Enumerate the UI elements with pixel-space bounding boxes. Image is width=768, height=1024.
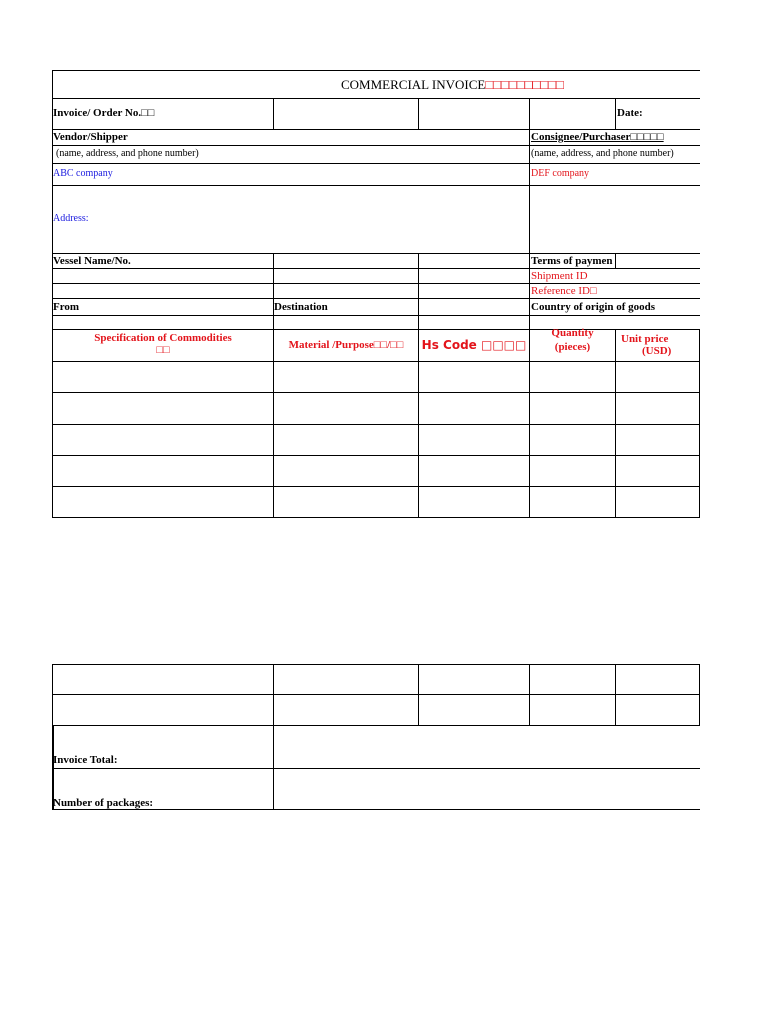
vendor-name[interactable]: ABC company xyxy=(53,168,113,179)
invoice-order-label-cjk: □□ xyxy=(141,107,155,119)
invoice-order-label-text: Invoice/ Order No. xyxy=(53,107,142,119)
vendor-address-label: Address: xyxy=(53,213,89,224)
invoice-title-cjk: □□□□□□□□□□ xyxy=(485,77,564,92)
invoice-order-field[interactable] xyxy=(274,99,418,129)
col-header-unit-price-line1: Unit price xyxy=(621,333,669,345)
vendor-address-field[interactable] xyxy=(53,186,529,253)
invoice-total-field[interactable] xyxy=(274,726,700,768)
table-row[interactable] xyxy=(53,362,699,392)
reference-id-cjk: □ xyxy=(589,285,597,297)
date-field[interactable] xyxy=(648,99,700,129)
col-header-quantity xyxy=(530,328,615,353)
reference-id-text: Reference ID xyxy=(531,285,590,297)
consignee-header-cjk: □□□□□ xyxy=(630,131,664,143)
consignee-hint: (name, address, and phone number) xyxy=(531,148,674,159)
number-of-packages-label: Number of packages: xyxy=(53,797,154,809)
col-header-unit-price xyxy=(621,334,671,357)
table-row[interactable] xyxy=(53,425,699,455)
table-row[interactable] xyxy=(53,393,699,424)
reference-id-label xyxy=(531,286,597,297)
consignee-name[interactable]: DEF company xyxy=(531,168,590,179)
country-of-origin-label: Country of origin of goods xyxy=(531,301,656,313)
col-header-material: Material /Purpose□□/□□ xyxy=(288,339,404,351)
col-header-specification-line1: Specification of Commodities xyxy=(94,332,232,344)
number-of-packages-field[interactable] xyxy=(274,769,700,809)
col-header-unit-price-line2: (USD) xyxy=(642,345,672,357)
terms-of-payment-label: Terms of paymen xyxy=(531,256,613,267)
vendor-hint: (name, address, and phone number) xyxy=(56,148,199,159)
consignee-header xyxy=(531,132,664,143)
invoice-title-text: COMMERCIAL INVOICE xyxy=(341,77,486,92)
invoice-title xyxy=(341,78,564,91)
shipment-id-label: Shipment ID xyxy=(531,270,588,282)
col-header-specification-line2: □□ xyxy=(156,344,170,356)
col-header-hs-code: Hs Code □□□□ xyxy=(421,338,527,352)
vessel-label: Vessel Name/No. xyxy=(53,255,131,267)
summary-row[interactable] xyxy=(53,695,699,725)
summary-row[interactable] xyxy=(53,665,699,694)
invoice-order-label xyxy=(53,108,154,119)
vendor-header: Vendor/Shipper xyxy=(53,131,128,143)
destination-label: Destination xyxy=(274,301,328,313)
table-row[interactable] xyxy=(53,487,699,517)
col-header-quantity-line1: Quantity xyxy=(551,327,594,339)
consignee-header-text: Consignee/Purchaser xyxy=(531,131,631,143)
from-label: From xyxy=(53,301,80,313)
consignee-address-field[interactable] xyxy=(530,186,700,253)
invoice-order-field-2[interactable] xyxy=(419,99,529,129)
col-header-quantity-line2: (pieces) xyxy=(554,341,591,353)
invoice-total-label: Invoice Total: xyxy=(53,754,118,766)
table-row[interactable] xyxy=(53,456,699,486)
date-label: Date: xyxy=(617,107,643,119)
col-header-specification xyxy=(53,333,273,356)
